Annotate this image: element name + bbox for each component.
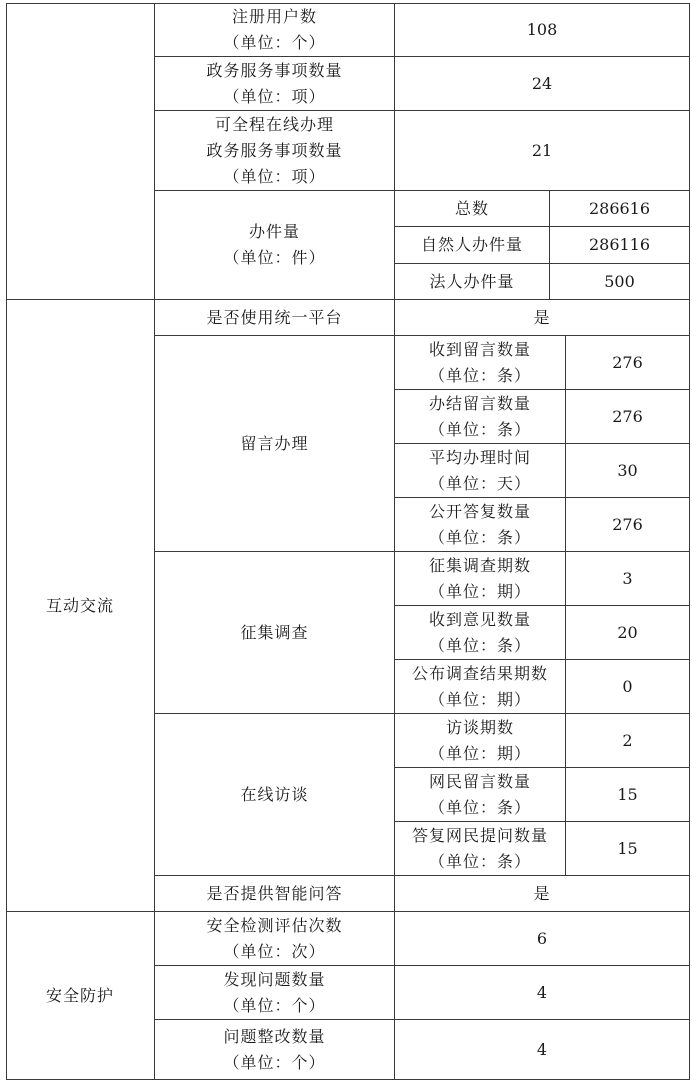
value-text: 24 — [531, 73, 553, 93]
label-issues-found — [155, 966, 395, 1020]
value-text: 4 — [536, 1039, 548, 1059]
label-text: 公开答复数量 — [428, 501, 531, 521]
unit-text: （单位：条） — [428, 797, 531, 817]
value-gov-items — [395, 57, 690, 111]
label-cases — [155, 191, 395, 300]
label-text: 办结留言数量 — [428, 393, 531, 413]
value-text: 15 — [617, 838, 638, 858]
unit-text: （单位：天） — [428, 473, 531, 493]
group-survey — [155, 552, 395, 714]
label-text: 注册用户数 — [231, 6, 317, 26]
value-msg-received — [566, 336, 690, 390]
unit-text: （单位：条） — [428, 851, 531, 871]
unit-text: （单位：个） — [223, 32, 326, 52]
unit-text: （单位：件） — [223, 248, 326, 267]
label-cases-legal — [395, 264, 550, 300]
value-issues-fixed — [395, 1020, 690, 1080]
label-netizen-messages — [395, 768, 566, 822]
unit-text: （单位：期） — [428, 581, 531, 601]
value-text: 是 — [533, 883, 551, 903]
label-text: 访谈期数 — [445, 717, 514, 737]
label-gov-items — [155, 57, 395, 111]
label-text: 办件量 — [248, 222, 300, 241]
label-msg-received — [395, 336, 566, 390]
unit-text: （单位：个） — [223, 1052, 326, 1072]
value-cases-natural — [550, 227, 690, 264]
value-text: 276 — [612, 406, 643, 426]
unit-text: （单位：期） — [428, 743, 531, 763]
unit-text: （单位：条） — [428, 365, 531, 385]
group-label: 征集调查 — [240, 622, 309, 642]
label-cases-total — [395, 191, 550, 227]
value-text: 276 — [612, 514, 643, 534]
value-text: 276 — [612, 352, 643, 372]
label-cases-natural — [395, 227, 550, 264]
label-survey-periods — [395, 552, 566, 606]
label-text: 发现问题数量 — [223, 969, 326, 989]
value-text: 15 — [617, 784, 638, 804]
value-interview-periods — [566, 714, 690, 768]
label-netizen-replies — [395, 822, 566, 876]
label-text: 平均办理时间 — [428, 447, 531, 467]
label-text: 征集调查期数 — [428, 555, 531, 575]
value-text: 0 — [622, 676, 633, 696]
label-text: 政务服务事项数量 — [206, 140, 343, 160]
value-online-items — [395, 111, 690, 191]
label-interview-periods — [395, 714, 566, 768]
value-smart-qa — [395, 876, 690, 912]
label-text: 答复网民提问数量 — [411, 825, 548, 845]
label-online-items — [155, 111, 395, 191]
label-text: 可全程在线办理 — [214, 114, 334, 134]
value-msg-closed — [566, 390, 690, 444]
value-text: 286616 — [588, 198, 651, 218]
label-text: 是否提供智能问答 — [206, 883, 343, 903]
value-msg-public-replies — [566, 498, 690, 552]
value-security-checks — [395, 912, 690, 966]
label-text: 自然人办件量 — [420, 235, 523, 254]
value-text: 3 — [622, 568, 633, 588]
section-cell-empty — [6, 3, 155, 300]
label-survey-opinions — [395, 606, 566, 660]
label-msg-avg-time — [395, 444, 566, 498]
group-interview — [155, 714, 395, 876]
value-text: 286116 — [588, 235, 651, 254]
label-text: 收到意见数量 — [428, 609, 531, 629]
label-text: 问题整改数量 — [223, 1026, 326, 1046]
label-text: 总数 — [454, 198, 489, 218]
value-text: 108 — [526, 19, 558, 39]
label-unified-platform — [155, 300, 395, 336]
value-survey-periods — [566, 552, 690, 606]
unit-text: （单位：项） — [223, 86, 326, 106]
label-msg-public-replies — [395, 498, 566, 552]
label-msg-closed — [395, 390, 566, 444]
value-registered-users — [395, 3, 690, 57]
label-text: 法人办件量 — [429, 271, 515, 291]
group-label: 留言办理 — [240, 433, 309, 453]
label-text: 网民留言数量 — [428, 771, 531, 791]
value-text: 30 — [617, 460, 638, 480]
unit-text: （单位：项） — [223, 166, 326, 186]
value-text: 4 — [536, 982, 548, 1002]
value-text: 500 — [604, 271, 635, 291]
unit-text: （单位：条） — [428, 527, 531, 547]
unit-text: （单位：个） — [223, 995, 326, 1015]
value-cases-total — [550, 191, 690, 227]
label-survey-results — [395, 660, 566, 714]
section-label: 安全防护 — [45, 985, 114, 1005]
value-text: 21 — [531, 140, 553, 160]
unit-text: （单位：条） — [428, 419, 531, 439]
value-text: 是 — [533, 307, 551, 327]
value-msg-avg-time — [566, 444, 690, 498]
label-security-checks — [155, 912, 395, 966]
group-messages — [155, 336, 395, 552]
section-interaction — [6, 300, 155, 912]
value-survey-opinions — [566, 606, 690, 660]
label-text: 安全检测评估次数 — [206, 915, 343, 935]
value-netizen-replies — [566, 822, 690, 876]
label-text: 政务服务事项数量 — [206, 60, 343, 80]
label-text: 是否使用统一平台 — [206, 307, 343, 327]
value-survey-results — [566, 660, 690, 714]
value-issues-found — [395, 966, 690, 1020]
section-label: 互动交流 — [45, 595, 114, 615]
group-label: 在线访谈 — [240, 784, 309, 804]
value-cases-legal — [550, 264, 690, 300]
unit-text: （单位：条） — [428, 635, 531, 655]
unit-text: （单位：次） — [223, 941, 326, 961]
statistics-table — [6, 3, 690, 1080]
label-text: 公布调查结果期数 — [411, 663, 548, 683]
value-text: 20 — [617, 622, 638, 642]
label-smart-qa — [155, 876, 395, 912]
label-text: 收到留言数量 — [428, 339, 531, 359]
label-registered-users — [155, 3, 395, 57]
value-netizen-messages — [566, 768, 690, 822]
value-text: 2 — [622, 730, 633, 750]
value-unified-platform — [395, 300, 690, 336]
value-text: 6 — [536, 928, 548, 948]
label-issues-fixed — [155, 1020, 395, 1080]
section-security — [6, 912, 155, 1080]
unit-text: （单位：期） — [428, 689, 531, 709]
